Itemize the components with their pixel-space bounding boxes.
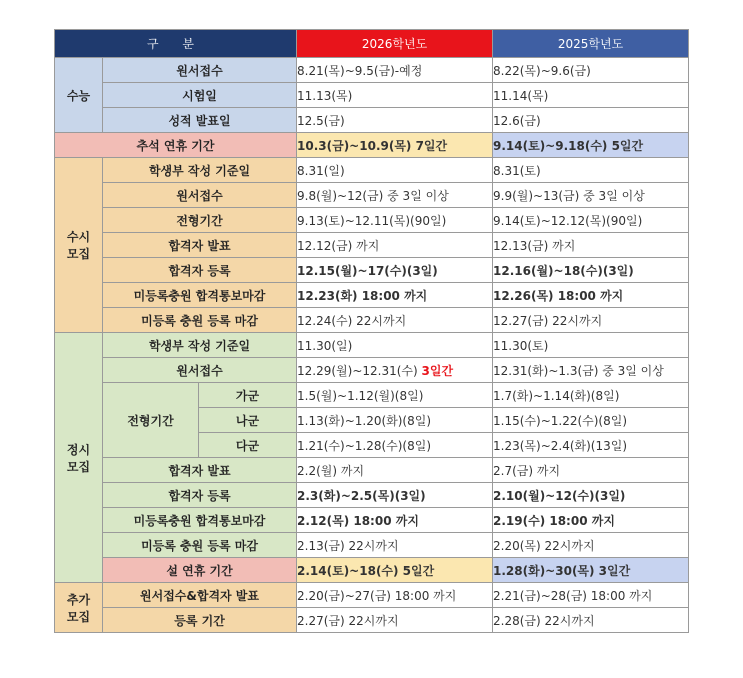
row-label: 미등록충원 합격통보마감 — [103, 283, 297, 308]
value-2025: 2.21(금)~28(금) 18:00 까지 — [493, 583, 689, 608]
chuseok-label: 추석 연휴 기간 — [55, 133, 297, 158]
group-label: 다군 — [199, 433, 297, 458]
table-row — [55, 208, 689, 233]
table-row — [55, 358, 689, 383]
row-label: 학생부 작성 기준일 — [103, 333, 297, 358]
period-label: 전형기간 — [103, 383, 199, 458]
value-2025: 12.26(목) 18:00 까지 — [493, 283, 689, 308]
value-2025: 1.7(화)~1.14(화)(8일) — [493, 383, 689, 408]
table-row-chuseok — [55, 133, 689, 158]
seol-label: 설 연휴 기간 — [103, 558, 297, 583]
value-2026: 8.21(목)~9.5(금)-예정 — [297, 58, 493, 83]
row-label: 등록 기간 — [103, 608, 297, 633]
category-jeongsi — [55, 333, 103, 583]
value-2026: 9.13(토)~12.11(목)(90일) — [297, 208, 493, 233]
value-2025: 1.15(수)~1.22(수)(8일) — [493, 408, 689, 433]
row-label: 성적 발표일 — [103, 108, 297, 133]
category-line: 추가 — [66, 592, 91, 607]
row-label: 시험일 — [103, 83, 297, 108]
value-highlight: 3일간 — [421, 363, 454, 378]
value-2025: 9.9(월)~13(금) 중 3일 이상 — [493, 183, 689, 208]
value-2026: 2.3(화)~2.5(목)(3일) — [297, 483, 493, 508]
value-2026: 1.13(화)~1.20(화)(8일) — [297, 408, 493, 433]
table-row — [55, 533, 689, 558]
table-row — [55, 383, 689, 408]
value-2026: 1.21(수)~1.28(수)(8일) — [297, 433, 493, 458]
value-2025: 12.6(금) — [493, 108, 689, 133]
category-line: 모집 — [66, 459, 91, 474]
row-label: 원서접수 — [103, 58, 297, 83]
category-line: 정시 — [66, 442, 91, 457]
row-label: 합격자 발표 — [103, 458, 297, 483]
table-row — [55, 458, 689, 483]
table-row — [55, 108, 689, 133]
category-line: 모집 — [66, 609, 91, 624]
table-row — [55, 483, 689, 508]
seol-2026: 2.14(토)~18(수) 5일간 — [297, 558, 493, 583]
category-line: 수시 — [66, 230, 91, 244]
value-2025: 2.20(목) 22시까지 — [493, 533, 689, 558]
value-text: 12.29(월)~12.31(수) — [297, 363, 422, 378]
value-2025: 11.14(목) — [493, 83, 689, 108]
row-label: 미등록충원 합격통보마감 — [103, 508, 297, 533]
value-2025: 12.16(월)~18(수)(3일) — [493, 258, 689, 283]
value-2026 — [297, 358, 493, 383]
value-2026: 12.12(금) 까지 — [297, 233, 493, 258]
row-label: 원서접수&합격자 발표 — [103, 583, 297, 608]
value-2026: 12.23(화) 18:00 까지 — [297, 283, 493, 308]
value-2025: 1.23(목)~2.4(화)(13일) — [493, 433, 689, 458]
row-label: 학생부 작성 기준일 — [103, 158, 297, 183]
table-row — [55, 608, 689, 633]
value-2026: 12.15(월)~17(수)(3일) — [297, 258, 493, 283]
table-row — [55, 83, 689, 108]
value-2025: 2.28(금) 22시까지 — [493, 608, 689, 633]
group-label: 나군 — [199, 408, 297, 433]
value-2025: 12.13(금) 까지 — [493, 233, 689, 258]
table-row — [55, 58, 689, 83]
table-row — [55, 283, 689, 308]
value-2026: 9.8(월)~12(금) 중 3일 이상 — [297, 183, 493, 208]
row-label: 원서접수 — [103, 183, 297, 208]
value-2025: 9.14(토)~12.12(목)(90일) — [493, 208, 689, 233]
value-2026: 1.5(월)~1.12(월)(8일) — [297, 383, 493, 408]
table-row — [55, 258, 689, 283]
value-2026: 12.24(수) 22시까지 — [297, 308, 493, 333]
value-2025: 8.22(목)~9.6(금) — [493, 58, 689, 83]
value-2026: 2.12(목) 18:00 까지 — [297, 508, 493, 533]
value-2026: 2.13(금) 22시까지 — [297, 533, 493, 558]
row-label: 전형기간 — [103, 208, 297, 233]
table-row — [55, 308, 689, 333]
seol-2025: 1.28(화)~30(목) 3일간 — [493, 558, 689, 583]
row-label: 미등록 충원 등록 마감 — [103, 533, 297, 558]
value-2025: 2.10(월)~12(수)(3일) — [493, 483, 689, 508]
chuseok-2026: 10.3(금)~10.9(목) 7일간 — [297, 133, 493, 158]
category-line: 모집 — [66, 247, 91, 261]
value-2025: 12.31(화)~1.3(금) 중 3일 이상 — [493, 358, 689, 383]
header-2026: 2026학년도 — [297, 30, 493, 58]
row-label: 미등록 충원 등록 마감 — [103, 308, 297, 333]
value-2026: 11.30(일) — [297, 333, 493, 358]
value-2025: 2.19(수) 18:00 까지 — [493, 508, 689, 533]
header-gubun: 구 분 — [55, 30, 297, 58]
admissions-schedule-table — [54, 29, 689, 633]
value-2026: 2.20(금)~27(금) 18:00 까지 — [297, 583, 493, 608]
category-susi — [55, 158, 103, 333]
table-row-seol — [55, 558, 689, 583]
value-2025: 12.27(금) 22시까지 — [493, 308, 689, 333]
table-row — [55, 233, 689, 258]
value-2026: 8.31(일) — [297, 158, 493, 183]
table-row — [55, 583, 689, 608]
value-2026: 12.5(금) — [297, 108, 493, 133]
category-suneung: 수능 — [55, 58, 103, 133]
row-label: 원서접수 — [103, 358, 297, 383]
table-row — [55, 183, 689, 208]
table-row — [55, 333, 689, 358]
value-2025: 11.30(토) — [493, 333, 689, 358]
chuseok-2025: 9.14(토)~9.18(수) 5일간 — [493, 133, 689, 158]
value-2025: 2.7(금) 까지 — [493, 458, 689, 483]
value-2026: 2.2(월) 까지 — [297, 458, 493, 483]
header-row — [55, 30, 689, 58]
row-label: 합격자 발표 — [103, 233, 297, 258]
category-chuga — [55, 583, 103, 633]
value-2026: 11.13(목) — [297, 83, 493, 108]
group-label: 가군 — [199, 383, 297, 408]
value-2025: 8.31(토) — [493, 158, 689, 183]
table-row — [55, 508, 689, 533]
header-2025: 2025학년도 — [493, 30, 689, 58]
row-label: 합격자 등록 — [103, 483, 297, 508]
row-label: 합격자 등록 — [103, 258, 297, 283]
value-2026: 2.27(금) 22시까지 — [297, 608, 493, 633]
table-row — [55, 158, 689, 183]
